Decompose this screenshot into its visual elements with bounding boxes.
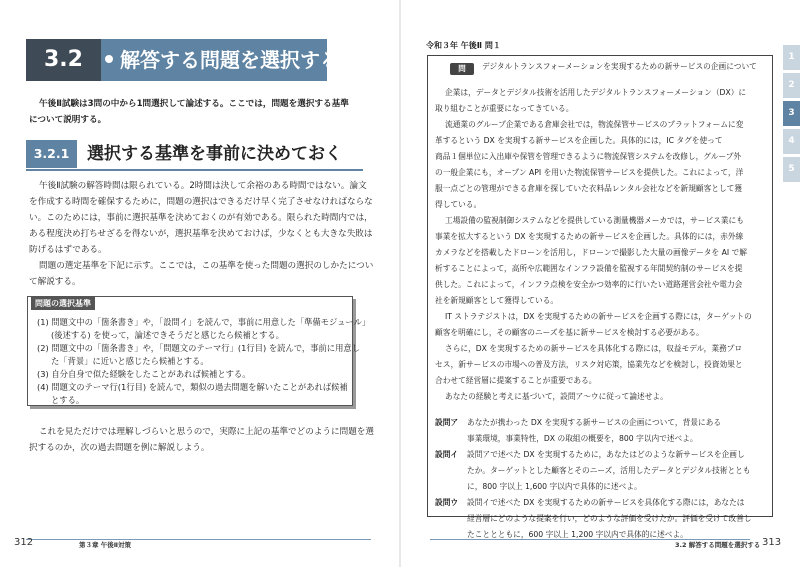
question-line: さらに，DX を実現するための新サービスを具体化する際には，収益モデル，業務プロ [445, 344, 743, 353]
subsection-rule [26, 169, 363, 171]
page-spine [399, 0, 401, 567]
question-line: セス，新サービスの市場への普及方法，リスク対応策，協業先などを検討し，投資効果と [435, 360, 743, 369]
criteria-item: た「背景」に近いと感じたら候補とする。 [51, 356, 209, 366]
question-line: あなたの経験と考えに基づいて，設問ア～ウに従って論述せよ。 [445, 392, 668, 401]
setsumon-line: たか。ターゲットとした顧客とそのニーズ，活用したデータとデジタル技術ととも [467, 466, 751, 475]
setsumon-u-label: 設問ウ [435, 498, 459, 507]
setsumon-i-label: 設問イ [435, 450, 459, 459]
chapter-tab-3: 3 [783, 101, 800, 126]
body-line: ある程度決め打ちせざるを得ないが，選択基準を決めておけば，少なくとも大きな失敗は [29, 229, 373, 239]
section-number: 3.2 [26, 39, 101, 81]
body-line: 防げるはずである。 [29, 245, 107, 255]
intro-line-2: について説明する。 [29, 115, 107, 125]
setsumon-line: 設問アで述べた DX を実現するために，あなたはどのような新サービスを企画し [467, 450, 745, 459]
body-line: 問題の選定基準を下記に示す。ここでは，この基準を使った問題の選択のしかたについ [39, 261, 374, 271]
setsumon-line: に，800 字以上 1,600 字以内で具体的に述べよ。 [467, 482, 642, 491]
chapter-tab-5: 5 [783, 157, 800, 182]
question-line: 取り組むことが重要になってきている。 [435, 104, 574, 113]
criteria-item: (1) 問題文中の「箇条書き」や，「設問イ」を読んで，事前に用意した「準備モジュール」 [37, 317, 371, 327]
criteria-item: (後述する) を使って，論述できそうだと感じたら候補とする。 [51, 330, 284, 340]
section-dot [105, 55, 113, 63]
question-line: 企業は，データとデジタル技術を活用したデジタルトランスフォーメーション（DX）に [445, 88, 747, 97]
closing-line: これを見ただけでは理解しづらいと思うので，実際に上記の基準でどのように問題を選 [39, 427, 374, 437]
criteria-item: (4) 問題文のテーマ行(1行目) を読んで，類似の過去問題を解いたことがあれば候補 [37, 382, 348, 392]
question-title: デジタルトランスフォーメーションを実現するための新サービスの企画について [482, 62, 757, 71]
body-line: て解説する。 [29, 277, 81, 287]
page-number-left: 312 [14, 537, 34, 548]
chapter-tab-4: 4 [783, 129, 800, 154]
setsumon-line: あなたが携わった DX を実現する新サービスの企画について，背景にある [467, 418, 722, 427]
criteria-box-label: 問題の選択基準 [31, 297, 95, 310]
intro-line-1: 午後Ⅱ試験は3問の中から1問選択して論述する。ここでは，問題を選択する基準 [39, 99, 349, 109]
question-line: 得している。 [435, 200, 482, 209]
criteria-item: (3) 自分自身で似た経験をしたことがあれば候補とする。 [37, 369, 251, 379]
subsection-number: 3.2.1 [26, 140, 77, 168]
question-line: 事業を拡大するという DX を実現するための新サービスを企画した。具体的には，赤外線 [435, 232, 744, 241]
setsumon-line: 経営層にどのような提案を行い，どのような評価を受けたか。評価を受けて改善し [467, 514, 752, 523]
question-line: の一般企業にも，オープン API を用いた物流保管サービスを提供した。これによって，洋 [435, 168, 744, 177]
page-number-right: 313 [762, 537, 782, 548]
question-line: 服一点ごとの管理ができる倉庫を探していた衣料品レンタル会社などを新規顧客として獲 [435, 184, 743, 193]
chapter-tab-2: 2 [783, 73, 800, 98]
section-title: 解答する問題を選択する [120, 48, 340, 72]
question-line: 革するという DX を実現する新サービスを企画した。具体的には，IC タグを使って [435, 136, 723, 145]
question-line: 析することによって，高所や広範囲なインフラ設備を監視する年間契約制のサービスを提 [435, 264, 743, 273]
footer-chapter: 第３章 午後Ⅱ対策 [76, 540, 134, 549]
question-line: 供した。これによって，インフラ点検を安全かつ効率的に行いたい道路運営会社や電力会 [435, 280, 743, 289]
setsumon-line: たこととともに，600 字以上 1,200 字以内で具体的に述べよ。 [467, 530, 688, 539]
question-header: 令和３年 午後Ⅱ 問１ [426, 41, 501, 50]
chapter-tab-1: 1 [783, 45, 800, 70]
subsection-title: 選択する基準を事前に決めておく [87, 144, 342, 164]
setsumon-line: 事業環境，事業特性，DX の取組の概要を，800 字以内で述べよ。 [467, 434, 698, 443]
question-line: 社を新規顧客として獲得している。 [435, 296, 559, 305]
question-line: カメラなどを搭載したドローンを活用し，ドローンで撮影した大量の画像データを AI で解 [435, 248, 747, 257]
question-line: 工場設備の監視制御システムなどを提供している測量機器メーカでは，サービス業にも [445, 216, 744, 225]
question-line: 商品１個単位に入出庫や保管を管理できるように物流保管システムを改修し，グループ外 [435, 152, 742, 161]
criteria-item: とする。 [51, 395, 85, 405]
setsumon-a-label: 設問ア [435, 418, 459, 427]
closing-line: 択するのか，次の過去問題を例に解説しよう。 [29, 443, 210, 453]
question-tag: 問 [450, 63, 474, 75]
body-line: い。このためには，事前に選択基準を決めておくのが有効である。限られた時間内では， [29, 213, 373, 223]
setsumon-line: 設問イで述べた DX を実現するための新サービスを具体化する際には，あなたは [467, 498, 745, 507]
criteria-item: (2) 問題文中の「箇条書き」や，「問題文のテーマ行」(1行目) を読んで，事前に用意し [37, 343, 360, 353]
question-line: IT ストラテジストは，DX を実現するための新サービスを企画する際には，ターゲットの [445, 312, 752, 321]
footer-section-label: 3.2 解答する問題を選択する [672, 540, 763, 549]
body-line: 午後Ⅱ試験の解答時間は限られている。2時間は決して余裕のある時間ではない。論文 [39, 181, 367, 191]
question-line: 流通業のグループ企業である倉庫会社では，物流保管サービスのプラットフォームに変 [445, 120, 744, 129]
body-line: を作成する時間を確保するために，問題の選択はできるだけ早く完了させなければならな [29, 197, 373, 207]
question-line: 合わせて経営層に提案することが重要である。 [435, 376, 597, 385]
question-line: 顧客を明確にし，その顧客のニーズを基に新サービスを検討する必要がある。 [435, 328, 704, 337]
